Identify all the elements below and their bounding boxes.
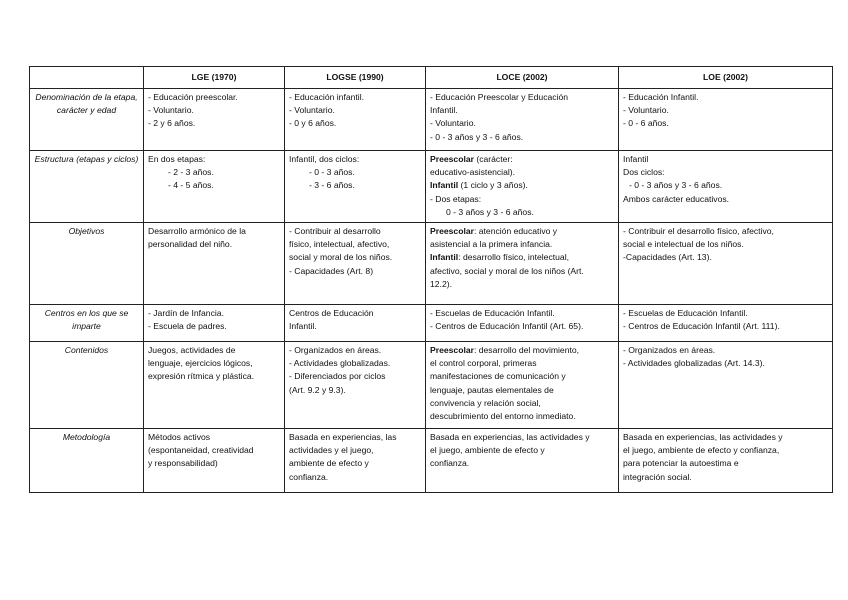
cell-line: físico, intelectual, afectivo, <box>289 239 390 250</box>
cell-line: el control corporal, primeras <box>430 358 537 369</box>
bold-term: Infantil <box>430 252 459 263</box>
cell-line: - 0 - 3 años y 3 - 6 años. <box>430 131 524 142</box>
table-row <box>30 305 833 342</box>
cell-line: - Educación Preescolar y Educación <box>430 92 569 102</box>
table-row <box>30 342 833 429</box>
cell-line: Ambos carácter educativos. <box>623 193 730 204</box>
bold-term: Preescolar <box>430 226 474 237</box>
cell-loce <box>426 223 619 305</box>
cell-line: - 0 - 3 años. <box>309 167 355 178</box>
table-row <box>30 223 833 305</box>
cell-line: actividades y el juego, <box>289 445 374 456</box>
cell-loce <box>426 89 619 151</box>
cell-loce <box>426 342 619 429</box>
cell-line: Infantil, dos ciclos: <box>289 154 360 164</box>
cell-line: confianza. <box>430 458 470 469</box>
cell-lge <box>144 429 285 493</box>
cell-line: personalidad del niño. <box>148 239 233 250</box>
cell-line: Preescolar (carácter: <box>430 154 513 164</box>
cell-line: manifestaciones de comunicación y <box>430 371 566 382</box>
cell-line: social y moral de los niños. <box>289 252 393 263</box>
cell-line: - Actividades globalizadas. <box>289 358 391 369</box>
cell-line: - Diferenciados por ciclos <box>289 371 386 382</box>
cell-line: - Escuela de padres. <box>148 321 227 332</box>
table-row <box>30 89 833 151</box>
header-corner <box>30 67 144 89</box>
row-label: Estructura (etapas y ciclos) <box>30 151 144 223</box>
cell-line: 12.2). <box>430 278 452 289</box>
cell-line: Infantil (1 ciclo y 3 años). <box>430 180 528 191</box>
cell-loe <box>619 151 833 223</box>
cell-line: convivencia y relación social, <box>430 397 541 408</box>
cell-loce <box>426 305 619 342</box>
cell-line: (espontaneidad, creatividad <box>148 445 254 456</box>
cell-line: - Voluntario. <box>430 118 476 129</box>
cell-line: - Organizados en áreas. <box>289 345 382 356</box>
cell-line: - Dos etapas: <box>430 193 482 204</box>
cell-line: el juego, ambiente de efecto y <box>430 445 545 456</box>
cell-line: y responsabilidad) <box>148 458 218 469</box>
table-body <box>30 89 833 493</box>
cell-line: Basada en experiencias, las actividades y <box>430 432 590 443</box>
cell-line: Infantil: desarrollo físico, intelectual, <box>430 252 569 263</box>
cell-line: - 2 y 6 años. <box>148 118 196 129</box>
cell-logse <box>285 429 426 493</box>
header-row <box>30 67 833 89</box>
header-loce: LOCE (2002) <box>426 67 619 89</box>
cell-line: - Educación preescolar. <box>148 92 238 102</box>
cell-line: - Escuelas de Educación Infantil. <box>430 308 555 319</box>
cell-line: - Escuelas de Educación Infantil. <box>623 308 748 319</box>
cell-line: el juego, ambiente de efecto y confianza, <box>623 445 780 456</box>
cell-line: Métodos activos <box>148 432 211 443</box>
cell-line: - Jardín de Infancia. <box>148 308 224 319</box>
cell-line: Dos ciclos: <box>623 167 665 178</box>
cell-line: Centros de Educación <box>289 308 374 319</box>
cell-line: Preescolar: atención educativo y <box>430 226 558 237</box>
cell-line: integración social. <box>623 471 692 482</box>
cell-line: Basada en experiencias, las <box>289 432 397 443</box>
cell-line: Desarrollo armónico de la <box>148 226 246 237</box>
cell-line: asistencial a la primera infancia. <box>430 239 553 250</box>
cell-line: Juegos, actividades de <box>148 345 236 356</box>
cell-line: social e intelectual de los niños. <box>623 239 744 250</box>
cell-loe <box>619 89 833 151</box>
cell-line: Basada en experiencias, las actividades y <box>623 432 783 443</box>
cell-logse <box>285 342 426 429</box>
cell-line: lenguaje, ejercicios lógicos, <box>148 358 253 369</box>
cell-line: - Educación infantil. <box>289 92 364 102</box>
cell-line: En dos etapas: <box>148 154 206 164</box>
table-row <box>30 429 833 493</box>
cell-loe <box>619 429 833 493</box>
cell-line: - 2 - 3 años. <box>168 167 214 178</box>
bold-term: Infantil <box>430 180 459 191</box>
cell-loce <box>426 151 619 223</box>
header-loe: LOE (2002) <box>619 67 833 89</box>
cell-line: - Voluntario. <box>289 105 335 116</box>
cell-line: para potenciar la autoestima e <box>623 458 739 469</box>
table-row <box>30 151 833 223</box>
cell-loe <box>619 223 833 305</box>
cell-line: - Contribuir al desarrollo <box>289 226 381 237</box>
row-label: Centros en los que se imparte <box>30 305 144 342</box>
cell-line: - Organizados en áreas. <box>623 345 716 356</box>
cell-line: afectivo, social y moral de los niños (Art. <box>430 265 584 276</box>
cell-line: - Centros de Educación Infantil (Art. 111). <box>623 321 780 332</box>
cell-logse <box>285 223 426 305</box>
cell-line: - 0 - 3 años y 3 - 6 años. <box>629 180 723 191</box>
cell-line: - Capacidades (Art. 8) <box>289 265 374 276</box>
cell-lge <box>144 342 285 429</box>
cell-loe <box>619 305 833 342</box>
cell-line: expresión rítmica y plástica. <box>148 371 255 382</box>
cell-line: - 0 - 6 años. <box>623 118 669 129</box>
cell-line: confianza. <box>289 471 329 482</box>
cell-logse <box>285 305 426 342</box>
cell-line: Infantil. <box>289 321 317 332</box>
row-label: Denominación de la etapa, carácter y edad <box>30 89 144 151</box>
cell-line: educativo-asistencial). <box>430 167 516 178</box>
cell-line: - Educación Infantil. <box>623 92 699 102</box>
cell-loce <box>426 429 619 493</box>
cell-loe <box>619 342 833 429</box>
cell-logse <box>285 151 426 223</box>
cell-logse <box>285 89 426 151</box>
cell-line: ambiente de efecto y <box>289 458 369 469</box>
cell-line: descubrimiento del entorno inmediato. <box>430 411 576 422</box>
cell-line: Infantil. <box>430 105 458 116</box>
cell-lge <box>144 89 285 151</box>
cell-line: - 4 - 5 años. <box>168 180 214 191</box>
cell-line: (Art. 9.2 y 9.3). <box>289 384 346 395</box>
cell-line: - Actividades globalizadas (Art. 14.3). <box>623 358 765 369</box>
header-logse: LOGSE (1990) <box>285 67 426 89</box>
cell-line: - 3 - 6 años. <box>309 180 355 191</box>
bold-term: Preescolar <box>430 345 474 356</box>
cell-line: Infantil <box>623 154 649 164</box>
cell-line: 0 - 3 años y 3 - 6 años. <box>446 206 534 217</box>
cell-line: -Capacidades (Art. 13). <box>623 252 712 263</box>
row-label: Contenidos <box>30 342 144 429</box>
cell-lge <box>144 151 285 223</box>
cell-line: - Voluntario. <box>623 105 669 116</box>
header-lge: LGE (1970) <box>144 67 285 89</box>
row-label: Objetivos <box>30 223 144 305</box>
cell-line: - Contribuir el desarrollo físico, afectivo, <box>623 226 774 237</box>
bold-term: Preescolar <box>430 154 474 164</box>
cell-line: - Centros de Educación Infantil (Art. 65). <box>430 321 584 332</box>
comparison-table <box>29 66 833 493</box>
row-label: Metodología <box>30 429 144 493</box>
cell-line: Preescolar: desarrollo del movimiento, <box>430 345 580 356</box>
cell-line: lenguaje, pautas elementales de <box>430 384 554 395</box>
cell-lge <box>144 305 285 342</box>
cell-line: - Voluntario. <box>148 105 194 116</box>
cell-lge <box>144 223 285 305</box>
cell-line: - 0 y 6 años. <box>289 118 337 129</box>
